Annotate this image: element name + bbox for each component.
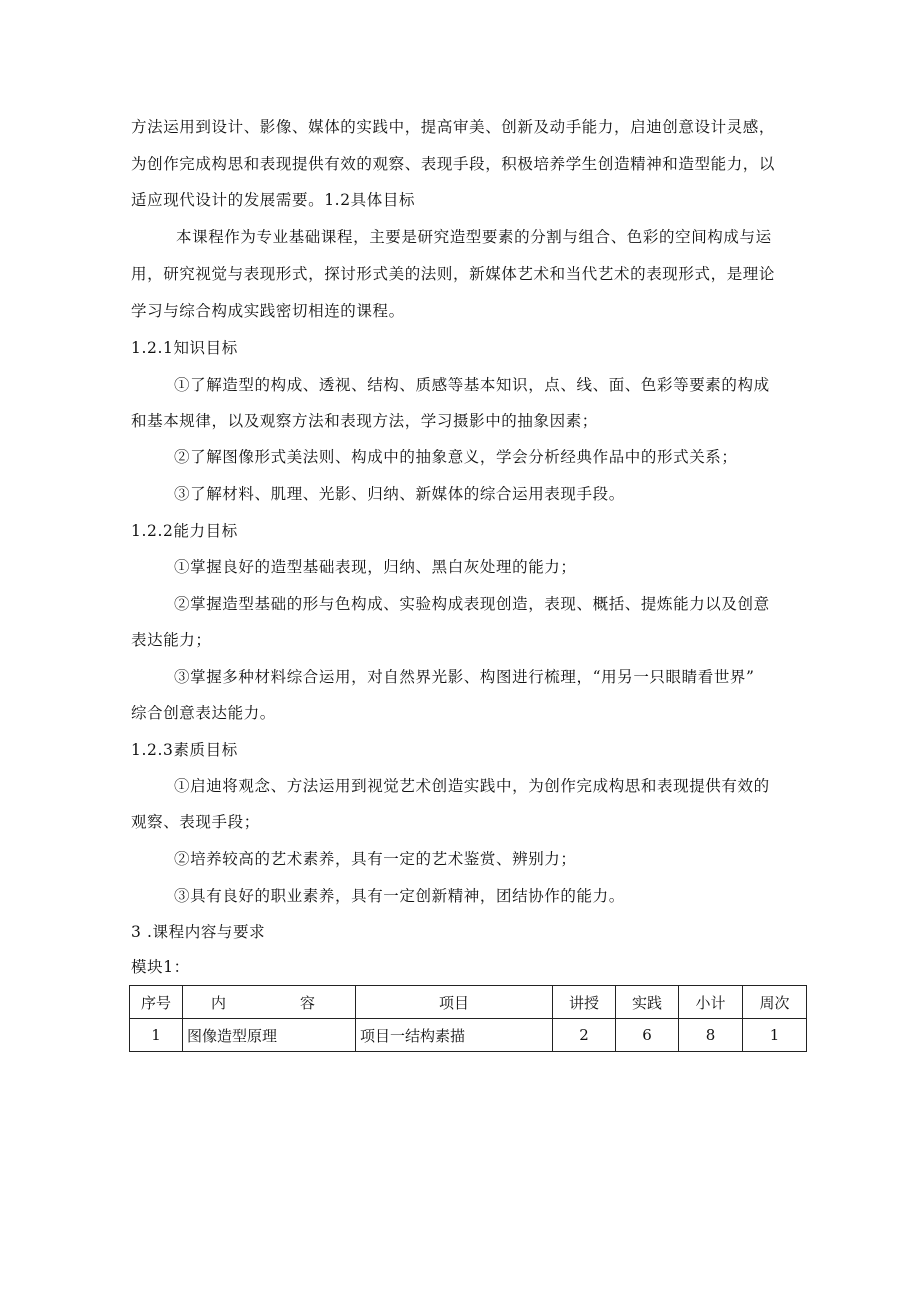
body-line: ②了解图像形式美法则、构成中的抽象意义，学会分析经典作品中的形式关系； <box>174 448 738 466</box>
body-line: 表达能力； <box>131 631 212 649</box>
body-line: 本课程作为专业基础课程，主要是研究造型要素的分割与组合、色彩的空间构成与运 <box>176 228 772 246</box>
table-cell: 6 <box>616 1019 679 1052</box>
body-line: 观察、表现手段； <box>131 813 260 831</box>
body-line: 为创作完成构思和表现提供有效的观察、表现手段，积极培养学生创造精神和造型能力，以 <box>131 155 776 173</box>
body-line: ③了解材料、肌理、光影、归纳、新媒体的综合运用表现手段。 <box>174 485 625 503</box>
header-cell: 讲授 <box>553 986 616 1019</box>
table-cell: 项目一结构素描 <box>356 1019 553 1052</box>
table-header-row <box>130 986 807 1019</box>
body-line: ③掌握多种材料综合运用，对自然界光影、构图进行梳理，“用另一只眼睛看世界” <box>174 668 755 686</box>
body-line: ②培养较高的艺术素养，具有一定的艺术鉴赏、辨别力； <box>174 850 577 868</box>
table-cell: 图像造型原理 <box>183 1019 356 1052</box>
table-cell: 2 <box>553 1019 616 1052</box>
section-heading: 1.2.1知识目标 <box>131 339 238 357</box>
section-heading: 1.2.3素质目标 <box>131 741 238 759</box>
body-line: 学习与综合构成实践密切相连的课程。 <box>131 302 405 320</box>
table-cell: 1 <box>743 1019 807 1052</box>
body-line: ①启迪将观念、方法运用到视觉艺术创造实践中，为创作完成构思和表现提供有效的 <box>174 777 770 795</box>
body-line: ③具有良好的职业素养，具有一定创新精神，团结协作的能力。 <box>174 887 625 905</box>
body-line: 方法运用到设计、影像、媒体的实践中，提高审美、创新及动手能力，启迪创意设计灵感， <box>131 118 776 136</box>
body-line: ①掌握良好的造型基础表现，归纳、黑白灰处理的能力； <box>174 558 577 576</box>
body-line: ①了解造型的构成、透视、结构、质感等基本知识，点、线、面、色彩等要素的构成 <box>174 376 770 394</box>
module-label: 模块1： <box>131 958 190 976</box>
header-cell: 周次 <box>743 986 807 1019</box>
header-cell: 小计 <box>679 986 743 1019</box>
section-heading: 1.2.2能力目标 <box>131 522 238 540</box>
body-line: 和基本规律，以及观察方法和表现方法，学习摄影中的抽象因素； <box>131 412 598 430</box>
header-cell: 内 容 <box>183 986 356 1019</box>
header-cell: 实践 <box>616 986 679 1019</box>
header-cell: 序号 <box>130 986 183 1019</box>
section-heading: 3 .课程内容与要求 <box>131 923 266 941</box>
table-cell: 1 <box>130 1019 183 1052</box>
header-cell: 项目 <box>356 986 553 1019</box>
body-line: 综合创意表达能力。 <box>131 704 276 722</box>
body-line: 用，研究视觉与表现形式，探讨形式美的法则，新媒体艺术和当代艺术的表现形式，是理论 <box>131 265 776 283</box>
course-table <box>129 985 807 1052</box>
table-row <box>130 1019 807 1052</box>
body-line: ②掌握造型基础的形与色构成、实验构成表现创造，表现、概括、提炼能力以及创意 <box>174 595 770 613</box>
table-cell: 8 <box>679 1019 743 1052</box>
body-line: 适应现代设计的发展需要。1.2具体目标 <box>131 191 416 209</box>
